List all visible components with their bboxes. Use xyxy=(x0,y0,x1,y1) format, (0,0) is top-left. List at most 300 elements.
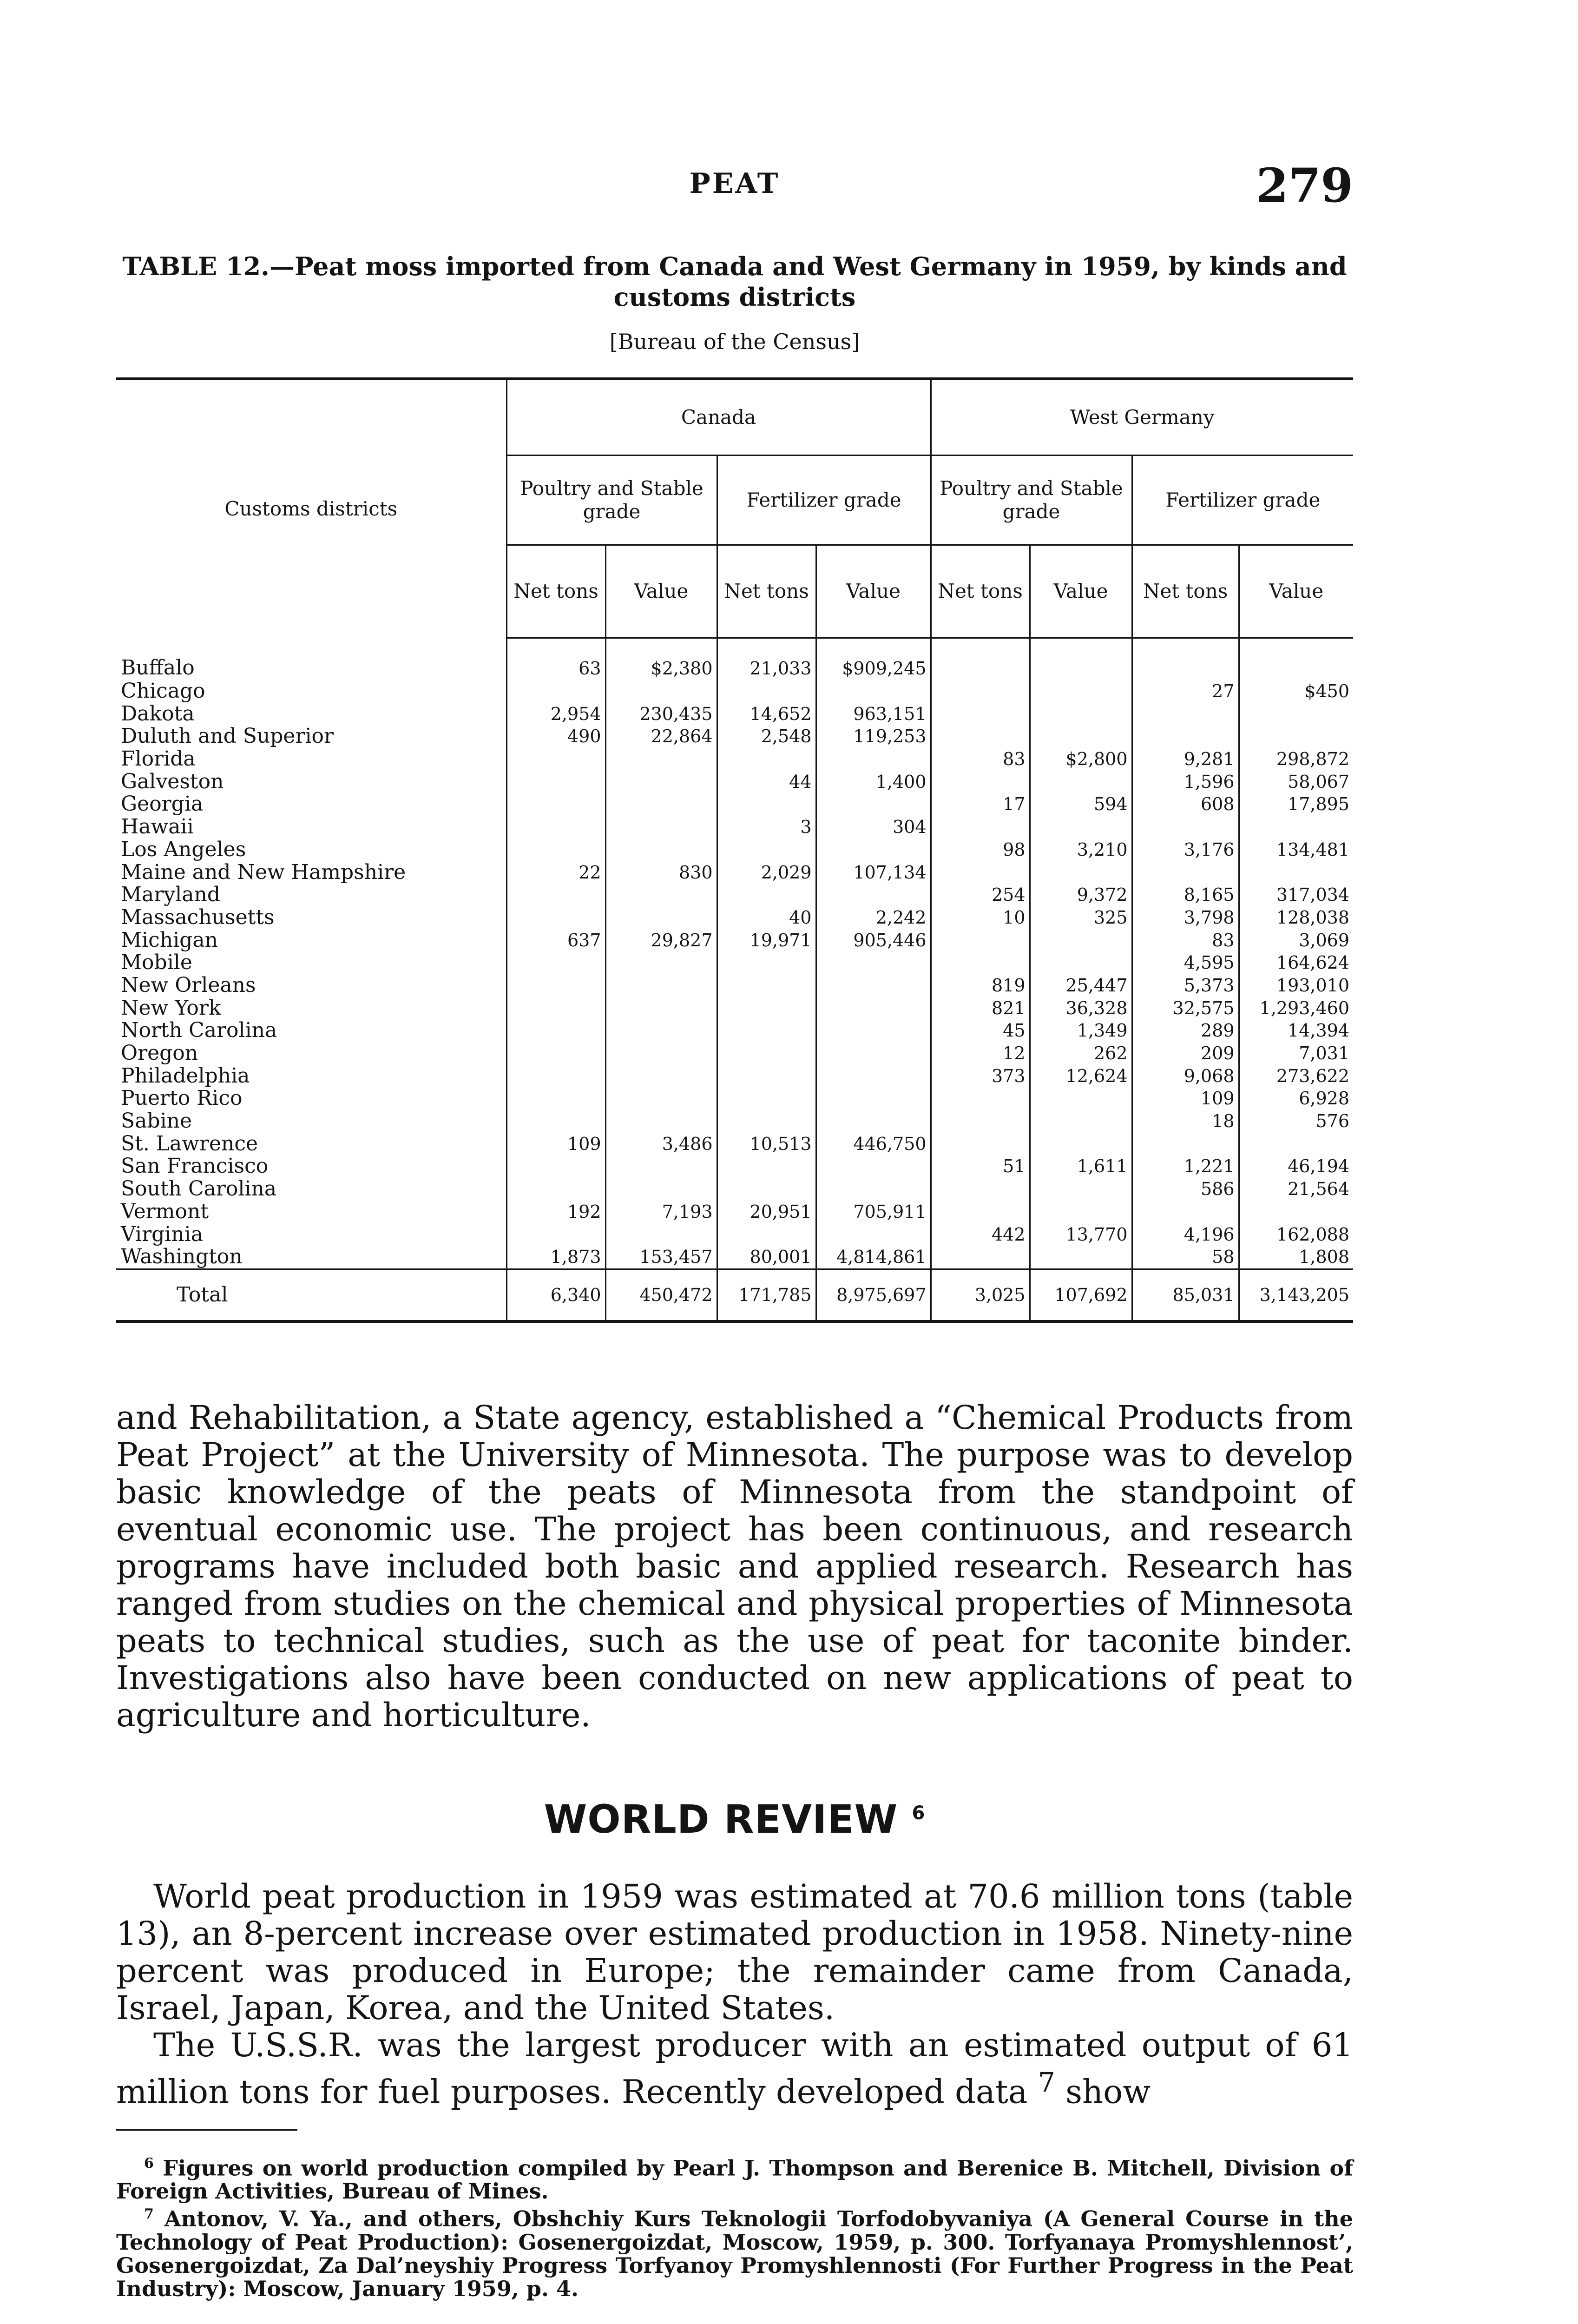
canada-fertilizer-value-cell xyxy=(816,838,931,861)
wg-poultry-net-tons-cell: 819 xyxy=(931,974,1030,997)
wg-poultry-value-cell xyxy=(1030,1178,1132,1201)
wg-fertilizer-net-tons-cell: 4,196 xyxy=(1132,1223,1239,1246)
district-name: Galveston xyxy=(121,770,224,793)
table-row xyxy=(116,1042,1353,1065)
canada-fertilizer-net-tons-cell: 80,001 xyxy=(717,1246,816,1269)
canada-fertilizer-net-tons-cell xyxy=(717,680,816,703)
district-name: New Orleans xyxy=(121,974,256,997)
wg-poultry-net-tons-cell xyxy=(931,638,1030,680)
canada-poultry-net-tons-cell: 490 xyxy=(506,725,605,748)
wg-poultry-net-tons-cell: 10 xyxy=(931,906,1030,929)
canada-fertilizer-value-cell xyxy=(816,680,931,703)
footnote-text: Antonov, V. Ya., and others, Obshchiy Kurs Teknologii Torfodobyvaniya (A General Course in the Technology of Peat Production): Gosenergoizdat, Moscow, 1959, p. 300. Torfyanaya Promyshlennost’, Gosenergoizdat, Za Dal’neyshiy Progress Torfyanoy Promyshlennosti (For Further Progress in the Peat Industry): Moscow, January 1959, p. 4. xyxy=(116,2206,1354,2301)
canada-poultry-net-tons-cell xyxy=(506,680,605,703)
district-name: Philadelphia xyxy=(121,1064,250,1088)
column-header-wg-poultry-stable: Poultry and Stable grade xyxy=(931,456,1132,545)
wg-poultry-net-tons-cell: 373 xyxy=(931,1064,1030,1087)
column-header-value: Value xyxy=(605,545,717,638)
wg-poultry-value-cell: 9,372 xyxy=(1030,884,1132,906)
canada-poultry-value-cell: 22,864 xyxy=(605,725,717,748)
table-row xyxy=(116,838,1353,861)
table-row xyxy=(116,1110,1353,1133)
canada-poultry-value-cell: 7,193 xyxy=(605,1201,717,1223)
wg-fertilizer-value-cell: 3,143,205 xyxy=(1239,1269,1353,1321)
wg-poultry-net-tons-cell: 98 xyxy=(931,838,1030,861)
wg-fertilizer-net-tons-cell xyxy=(1132,638,1239,680)
section-heading xyxy=(116,1796,1353,1842)
footnotes xyxy=(116,2152,1353,2300)
footnote-7 xyxy=(116,2203,1353,2300)
wg-fertilizer-net-tons-cell xyxy=(1132,816,1239,838)
canada-fertilizer-value-cell xyxy=(816,793,931,816)
wg-poultry-value-cell: 3,210 xyxy=(1030,838,1132,861)
canada-poultry-value-cell xyxy=(605,1155,717,1178)
wg-fertilizer-net-tons-cell: 32,575 xyxy=(1132,997,1239,1019)
wg-poultry-net-tons-cell: 51 xyxy=(931,1155,1030,1178)
wg-poultry-value-cell: $2,800 xyxy=(1030,748,1132,771)
wg-poultry-value-cell xyxy=(1030,816,1132,838)
wg-fertilizer-value-cell: 46,194 xyxy=(1239,1155,1353,1178)
wg-poultry-value-cell xyxy=(1030,680,1132,703)
wg-fertilizer-net-tons-cell: 9,068 xyxy=(1132,1064,1239,1087)
table-row xyxy=(116,884,1353,906)
wg-poultry-net-tons-cell xyxy=(931,1110,1030,1133)
canada-poultry-net-tons-cell xyxy=(506,906,605,929)
table-row xyxy=(116,680,1353,703)
district-name: New York xyxy=(121,997,221,1019)
canada-poultry-value-cell: $2,380 xyxy=(605,638,717,680)
wg-poultry-net-tons-cell xyxy=(931,1246,1030,1269)
wg-poultry-net-tons-cell: 821 xyxy=(931,997,1030,1019)
canada-fertilizer-net-tons-cell: 19,971 xyxy=(717,929,816,951)
wg-poultry-value-cell xyxy=(1030,1087,1132,1110)
wg-poultry-net-tons-cell: 12 xyxy=(931,1042,1030,1065)
canada-poultry-value-cell xyxy=(605,1019,717,1042)
wg-fertilizer-value-cell: $450 xyxy=(1239,680,1353,703)
wg-fertilizer-value-cell xyxy=(1239,638,1353,680)
canada-fertilizer-net-tons-cell: 40 xyxy=(717,906,816,929)
district-name: San Francisco xyxy=(121,1155,269,1178)
wg-poultry-value-cell xyxy=(1030,1201,1132,1223)
canada-poultry-net-tons-cell: 637 xyxy=(506,929,605,951)
canada-poultry-value-cell: 3,486 xyxy=(605,1132,717,1155)
canada-fertilizer-value-cell: 107,134 xyxy=(816,861,931,884)
wg-fertilizer-value-cell: 164,624 xyxy=(1239,951,1353,974)
wg-poultry-value-cell xyxy=(1030,725,1132,748)
canada-fertilizer-value-cell: 1,400 xyxy=(816,770,931,793)
wg-poultry-value-cell xyxy=(1030,861,1132,884)
footnote-marker: 7 xyxy=(144,2206,154,2223)
wg-fertilizer-net-tons-cell xyxy=(1132,1132,1239,1155)
district-name: Michigan xyxy=(121,929,218,951)
table-row xyxy=(116,793,1353,816)
canada-fertilizer-value-cell xyxy=(816,1064,931,1087)
paragraph-rehabilitation: and Rehabilitation, a State agency, established a “Chemical Products from Peat Project” at the University of Minnesota. The purpose was to develop basic knowledge of the peats of Minnesota from the standpoint of eventual economic use. The project has been continuous, and research programs have included both basic and applied research. Research has ranged from studies on the chemical and physical properties of Minnesota peats to technical studies, such as the use of peat for taconite binder. Investigations also have been conducted on new applications of peat to agriculture and horticulture. xyxy=(116,1399,1353,1734)
canada-poultry-value-cell: 230,435 xyxy=(605,702,717,725)
canada-fertilizer-value-cell xyxy=(816,1042,931,1065)
table-row xyxy=(116,1064,1353,1087)
canada-poultry-value-cell: 830 xyxy=(605,861,717,884)
wg-fertilizer-net-tons-cell: 3,176 xyxy=(1132,838,1239,861)
wg-poultry-value-cell xyxy=(1030,1246,1132,1269)
district-name: St. Lawrence xyxy=(121,1132,258,1155)
wg-poultry-net-tons-cell xyxy=(931,770,1030,793)
canada-fertilizer-net-tons-cell xyxy=(717,1155,816,1178)
wg-fertilizer-net-tons-cell: 1,221 xyxy=(1132,1155,1239,1178)
canada-fertilizer-value-cell: 2,242 xyxy=(816,906,931,929)
wg-fertilizer-net-tons-cell xyxy=(1132,861,1239,884)
canada-fertilizer-net-tons-cell xyxy=(717,1019,816,1042)
wg-fertilizer-value-cell: 576 xyxy=(1239,1110,1353,1133)
canada-fertilizer-value-cell: 8,975,697 xyxy=(816,1269,931,1321)
wg-fertilizer-net-tons-cell: 9,281 xyxy=(1132,748,1239,771)
canada-poultry-net-tons-cell xyxy=(506,951,605,974)
wg-fertilizer-net-tons-cell: 27 xyxy=(1132,680,1239,703)
canada-poultry-net-tons-cell xyxy=(506,1223,605,1246)
table-row xyxy=(116,1246,1353,1269)
wg-poultry-value-cell xyxy=(1030,702,1132,725)
wg-fertilizer-net-tons-cell: 209 xyxy=(1132,1042,1239,1065)
district-name: Maryland xyxy=(121,883,220,906)
canada-fertilizer-value-cell: 446,750 xyxy=(816,1132,931,1155)
wg-fertilizer-value-cell: 1,293,460 xyxy=(1239,997,1353,1019)
canada-fertilizer-net-tons-cell xyxy=(717,1087,816,1110)
canada-fertilizer-value-cell xyxy=(816,1178,931,1201)
canada-fertilizer-net-tons-cell: 20,951 xyxy=(717,1201,816,1223)
wg-fertilizer-value-cell: 298,872 xyxy=(1239,748,1353,771)
canada-poultry-net-tons-cell: 2,954 xyxy=(506,702,605,725)
table-row xyxy=(116,1223,1353,1246)
table-title: TABLE 12.—Peat moss imported from Canada and West Germany in 1959, by kinds and customs districts xyxy=(122,251,1347,312)
canada-poultry-value-cell xyxy=(605,816,717,838)
canada-poultry-value-cell xyxy=(605,1064,717,1087)
canada-fertilizer-net-tons-cell xyxy=(717,974,816,997)
canada-fertilizer-net-tons-cell: 14,652 xyxy=(717,702,816,725)
wg-poultry-net-tons-cell xyxy=(931,680,1030,703)
wg-poultry-net-tons-cell xyxy=(931,861,1030,884)
wg-fertilizer-value-cell: 128,038 xyxy=(1239,906,1353,929)
wg-poultry-value-cell xyxy=(1030,951,1132,974)
footnote-6 xyxy=(116,2152,1353,2203)
canada-poultry-net-tons-cell xyxy=(506,1178,605,1201)
canada-poultry-net-tons-cell xyxy=(506,748,605,771)
district-name: Dakota xyxy=(121,702,195,726)
running-head xyxy=(116,158,1353,223)
canada-poultry-net-tons-cell xyxy=(506,838,605,861)
canada-fertilizer-value-cell: 4,814,861 xyxy=(816,1246,931,1269)
canada-poultry-value-cell xyxy=(605,997,717,1019)
wg-fertilizer-value-cell: 17,895 xyxy=(1239,793,1353,816)
canada-poultry-net-tons-cell xyxy=(506,1110,605,1133)
wg-fertilizer-value-cell xyxy=(1239,1201,1353,1223)
wg-fertilizer-value-cell: 193,010 xyxy=(1239,974,1353,997)
wg-poultry-value-cell xyxy=(1030,1132,1132,1155)
table-source: [Bureau of the Census] xyxy=(609,329,860,354)
wg-fertilizer-value-cell: 134,481 xyxy=(1239,838,1353,861)
table-row xyxy=(116,1132,1353,1155)
column-header-canada-poultry-stable: Poultry and Stable grade xyxy=(506,456,717,545)
wg-poultry-net-tons-cell xyxy=(931,1132,1030,1155)
canada-poultry-net-tons-cell: 63 xyxy=(506,638,605,680)
wg-fertilizer-net-tons-cell: 85,031 xyxy=(1132,1269,1239,1321)
wg-poultry-net-tons-cell xyxy=(931,951,1030,974)
wg-fertilizer-value-cell xyxy=(1239,702,1353,725)
canada-poultry-net-tons-cell xyxy=(506,1064,605,1087)
canada-poultry-value-cell xyxy=(605,884,717,906)
district-name: Georgia xyxy=(121,793,204,816)
table-row xyxy=(116,951,1353,974)
canada-poultry-value-cell xyxy=(605,906,717,929)
wg-poultry-value-cell: 325 xyxy=(1030,906,1132,929)
canada-fertilizer-net-tons-cell xyxy=(717,997,816,1019)
canada-fertilizer-net-tons-cell xyxy=(717,838,816,861)
wg-poultry-value-cell: 25,447 xyxy=(1030,974,1132,997)
canada-poultry-net-tons-cell xyxy=(506,793,605,816)
table-row xyxy=(116,974,1353,997)
canada-poultry-value-cell: 153,457 xyxy=(605,1246,717,1269)
wg-fertilizer-net-tons-cell: 5,373 xyxy=(1132,974,1239,997)
column-header-value: Value xyxy=(816,545,931,638)
wg-poultry-value-cell: 1,349 xyxy=(1030,1019,1132,1042)
district-name: South Carolina xyxy=(121,1177,277,1201)
wg-fertilizer-net-tons-cell xyxy=(1132,702,1239,725)
table-row xyxy=(116,770,1353,793)
canada-fertilizer-value-cell xyxy=(816,884,931,906)
wg-fertilizer-value-cell: 317,034 xyxy=(1239,884,1353,906)
canada-poultry-value-cell xyxy=(605,951,717,974)
wg-fertilizer-value-cell: 6,928 xyxy=(1239,1087,1353,1110)
canada-poultry-net-tons-cell xyxy=(506,816,605,838)
column-header-net-tons: Net tons xyxy=(717,545,816,638)
canada-poultry-net-tons-cell xyxy=(506,1042,605,1065)
canada-fertilizer-value-cell xyxy=(816,1087,931,1110)
canada-fertilizer-net-tons-cell xyxy=(717,951,816,974)
footnote-ref-6: 6 xyxy=(912,1802,926,1824)
canada-poultry-value-cell xyxy=(605,793,717,816)
canada-fertilizer-net-tons-cell xyxy=(717,1110,816,1133)
wg-poultry-value-cell: 13,770 xyxy=(1030,1223,1132,1246)
column-header-net-tons: Net tons xyxy=(931,545,1030,638)
wg-poultry-value-cell: 594 xyxy=(1030,793,1132,816)
footnote-ref-7: 7 xyxy=(1038,2067,1055,2098)
canada-poultry-value-cell xyxy=(605,680,717,703)
column-header-value: Value xyxy=(1030,545,1132,638)
canada-fertilizer-value-cell xyxy=(816,1019,931,1042)
canada-fertilizer-value-cell: 304 xyxy=(816,816,931,838)
wg-fertilizer-net-tons-cell: 18 xyxy=(1132,1110,1239,1133)
wg-fertilizer-net-tons-cell xyxy=(1132,725,1239,748)
canada-fertilizer-net-tons-cell xyxy=(717,1064,816,1087)
wg-poultry-net-tons-cell xyxy=(931,816,1030,838)
canada-poultry-value-cell xyxy=(605,1087,717,1110)
wg-fertilizer-net-tons-cell: 83 xyxy=(1132,929,1239,951)
canada-fertilizer-value-cell xyxy=(816,1110,931,1133)
canada-fertilizer-net-tons-cell xyxy=(717,884,816,906)
canada-poultry-net-tons-cell xyxy=(506,1155,605,1178)
table-row xyxy=(116,997,1353,1019)
footnote-divider xyxy=(116,2129,297,2131)
canada-poultry-net-tons-cell xyxy=(506,974,605,997)
canada-poultry-net-tons-cell xyxy=(506,884,605,906)
canada-poultry-value-cell xyxy=(605,974,717,997)
wg-fertilizer-value-cell: 3,069 xyxy=(1239,929,1353,951)
table-total-row xyxy=(116,1269,1353,1321)
wg-poultry-net-tons-cell: 45 xyxy=(931,1019,1030,1042)
wg-poultry-net-tons-cell xyxy=(931,1087,1030,1110)
canada-poultry-value-cell: 450,472 xyxy=(605,1269,717,1321)
table-row xyxy=(116,748,1353,771)
canada-fertilizer-value-cell xyxy=(816,974,931,997)
canada-fertilizer-net-tons-cell xyxy=(717,748,816,771)
column-header-districts: Customs districts xyxy=(116,379,506,638)
wg-fertilizer-net-tons-cell: 8,165 xyxy=(1132,884,1239,906)
canada-poultry-net-tons-cell: 22 xyxy=(506,861,605,884)
canada-fertilizer-net-tons-cell xyxy=(717,793,816,816)
page-number: 279 xyxy=(1256,158,1353,213)
canada-fertilizer-value-cell: 119,253 xyxy=(816,725,931,748)
wg-poultry-value-cell xyxy=(1030,770,1132,793)
canada-poultry-net-tons-cell: 1,873 xyxy=(506,1246,605,1269)
wg-poultry-net-tons-cell xyxy=(931,1178,1030,1201)
wg-poultry-net-tons-cell xyxy=(931,929,1030,951)
footnote-text: Figures on world production compiled by Pearl J. Thompson and Berenice B. Mitchell, Division of Foreign Activities, Bureau of Mines. xyxy=(116,2155,1354,2204)
column-header-canada: Canada xyxy=(506,379,931,456)
wg-poultry-value-cell: 262 xyxy=(1030,1042,1132,1065)
column-header-wg-fertilizer: Fertilizer grade xyxy=(1132,456,1353,545)
wg-poultry-net-tons-cell xyxy=(931,725,1030,748)
column-header-net-tons: Net tons xyxy=(506,545,605,638)
section-heading-text: WORLD REVIEW xyxy=(544,1796,898,1842)
canada-fertilizer-value-cell: 705,911 xyxy=(816,1201,931,1223)
wg-poultry-net-tons-cell xyxy=(931,702,1030,725)
column-header-net-tons: Net tons xyxy=(1132,545,1239,638)
canada-fertilizer-value-cell: $909,245 xyxy=(816,638,931,680)
canada-fertilizer-net-tons-cell: 171,785 xyxy=(717,1269,816,1321)
canada-poultry-net-tons-cell xyxy=(506,997,605,1019)
paragraph-ussr xyxy=(116,2027,1353,2110)
district-name: Los Angeles xyxy=(121,838,246,861)
wg-fertilizer-net-tons-cell: 3,798 xyxy=(1132,906,1239,929)
column-header-value: Value xyxy=(1239,545,1353,638)
peat-imports-table xyxy=(116,377,1353,1323)
canada-fertilizer-value-cell xyxy=(816,951,931,974)
canada-fertilizer-net-tons-cell: 2,029 xyxy=(717,861,816,884)
table-body xyxy=(116,638,1353,1321)
wg-fertilizer-net-tons-cell: 289 xyxy=(1132,1019,1239,1042)
district-name: Puerto Rico xyxy=(121,1087,243,1110)
district-name: Chicago xyxy=(121,680,205,703)
district-name: Total xyxy=(116,1269,506,1321)
wg-poultry-value-cell: 1,611 xyxy=(1030,1155,1132,1178)
wg-poultry-value-cell: 107,692 xyxy=(1030,1269,1132,1321)
wg-fertilizer-value-cell xyxy=(1239,816,1353,838)
canada-fertilizer-net-tons-cell: 3 xyxy=(717,816,816,838)
canada-poultry-net-tons-cell: 109 xyxy=(506,1132,605,1155)
district-name: Maine and New Hampshire xyxy=(121,861,406,884)
canada-poultry-value-cell xyxy=(605,1178,717,1201)
district-name: Duluth and Superior xyxy=(121,725,334,748)
canada-fertilizer-value-cell xyxy=(816,748,931,771)
wg-poultry-value-cell xyxy=(1030,929,1132,951)
canada-poultry-net-tons-cell xyxy=(506,770,605,793)
wg-poultry-net-tons-cell: 17 xyxy=(931,793,1030,816)
canada-poultry-value-cell: 29,827 xyxy=(605,929,717,951)
district-name: Virginia xyxy=(121,1223,203,1246)
column-header-west-germany: West Germany xyxy=(931,379,1353,456)
table-row xyxy=(116,702,1353,725)
district-name: Oregon xyxy=(121,1042,198,1065)
paragraph-world-production: World peat production in 1959 was estimated at 70.6 million tons (table 13), an 8-percent increase over estimated production in 1958. Ninety-nine percent was produced in Europe; the remainder came from Canada, Israel, Japan, Korea, and the United States. xyxy=(116,1877,1353,2027)
wg-poultry-value-cell: 36,328 xyxy=(1030,997,1132,1019)
wg-poultry-net-tons-cell: 3,025 xyxy=(931,1269,1030,1321)
wg-poultry-value-cell: 12,624 xyxy=(1030,1064,1132,1087)
wg-fertilizer-value-cell: 58,067 xyxy=(1239,770,1353,793)
canada-fertilizer-value-cell: 963,151 xyxy=(816,702,931,725)
canada-fertilizer-net-tons-cell: 2,548 xyxy=(717,725,816,748)
canada-poultry-value-cell xyxy=(605,770,717,793)
wg-fertilizer-value-cell: 273,622 xyxy=(1239,1064,1353,1087)
table-row xyxy=(116,816,1353,838)
wg-fertilizer-value-cell xyxy=(1239,861,1353,884)
canada-poultry-net-tons-cell xyxy=(506,1087,605,1110)
district-name: Mobile xyxy=(121,951,192,974)
table-row xyxy=(116,1155,1353,1178)
canada-fertilizer-net-tons-cell: 10,513 xyxy=(717,1132,816,1155)
table-row xyxy=(116,1087,1353,1110)
wg-poultry-net-tons-cell: 83 xyxy=(931,748,1030,771)
canada-fertilizer-value-cell xyxy=(816,1223,931,1246)
canada-fertilizer-value-cell xyxy=(816,997,931,1019)
wg-fertilizer-net-tons-cell: 4,595 xyxy=(1132,951,1239,974)
district-name: North Carolina xyxy=(121,1019,277,1042)
district-name: Buffalo xyxy=(121,656,195,680)
canada-poultry-value-cell xyxy=(605,1223,717,1246)
district-name: Hawaii xyxy=(121,815,194,838)
canada-poultry-value-cell xyxy=(605,1042,717,1065)
canada-fertilizer-value-cell xyxy=(816,1155,931,1178)
wg-poultry-net-tons-cell: 254 xyxy=(931,884,1030,906)
wg-fertilizer-net-tons-cell: 608 xyxy=(1132,793,1239,816)
district-name: Washington xyxy=(121,1245,243,1269)
table-row xyxy=(116,861,1353,884)
table-row xyxy=(116,929,1353,951)
wg-fertilizer-value-cell: 21,564 xyxy=(1239,1178,1353,1201)
wg-poultry-net-tons-cell: 442 xyxy=(931,1223,1030,1246)
canada-poultry-net-tons-cell xyxy=(506,1019,605,1042)
district-name: Vermont xyxy=(121,1200,209,1223)
wg-fertilizer-value-cell xyxy=(1239,1132,1353,1155)
column-header-canada-fertilizer: Fertilizer grade xyxy=(717,456,931,545)
table-row xyxy=(116,638,1353,680)
paragraph-ussr-tail: show xyxy=(1065,2073,1151,2111)
wg-fertilizer-value-cell: 14,394 xyxy=(1239,1019,1353,1042)
canada-fertilizer-value-cell: 905,446 xyxy=(816,929,931,951)
canada-poultry-net-tons-cell: 192 xyxy=(506,1201,605,1223)
canada-fertilizer-net-tons-cell: 44 xyxy=(717,770,816,793)
wg-fertilizer-value-cell xyxy=(1239,725,1353,748)
wg-fertilizer-net-tons-cell: 586 xyxy=(1132,1178,1239,1201)
table-row xyxy=(116,1201,1353,1223)
table-row xyxy=(116,1019,1353,1042)
wg-fertilizer-net-tons-cell xyxy=(1132,1201,1239,1223)
paragraph-ussr-text: The U.S.S.R. was the largest producer with an estimated output of 61 million tons for fuel purposes. Recently developed data xyxy=(116,2026,1353,2111)
canada-poultry-value-cell xyxy=(605,748,717,771)
wg-fertilizer-value-cell: 7,031 xyxy=(1239,1042,1353,1065)
district-name: Sabine xyxy=(121,1109,192,1133)
running-title: PEAT xyxy=(689,167,780,200)
wg-poultry-net-tons-cell xyxy=(931,1201,1030,1223)
canada-poultry-value-cell xyxy=(605,838,717,861)
